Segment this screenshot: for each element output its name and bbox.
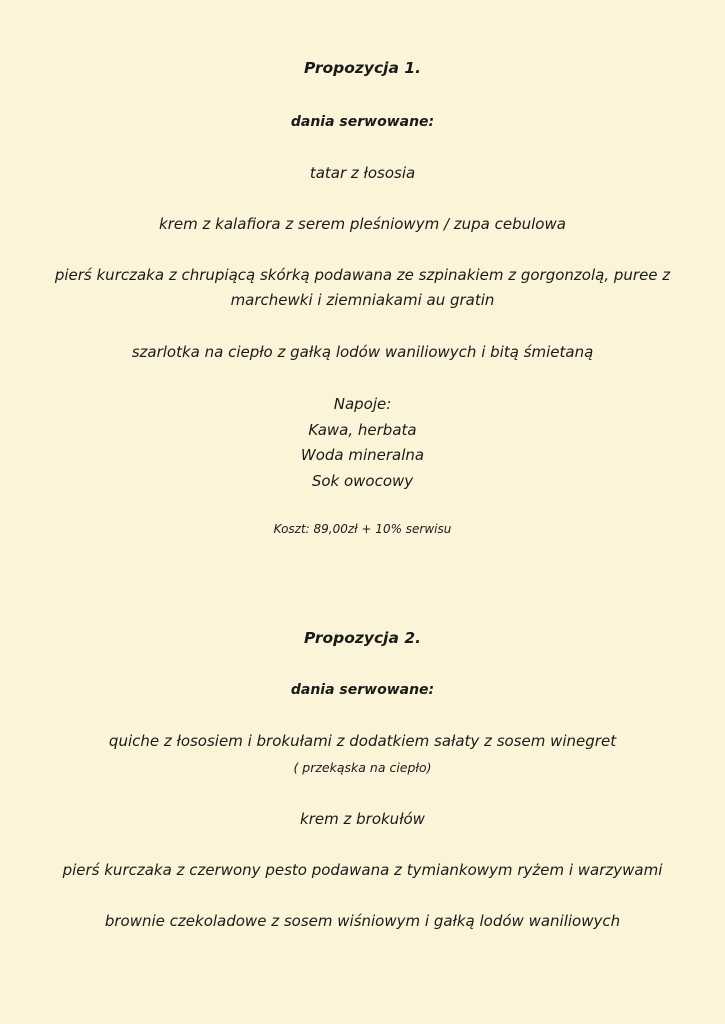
proposal-1-drink-1: Kawa, herbata — [308, 421, 417, 439]
proposal-1-dish-1: tatar z łososia — [309, 164, 416, 182]
proposal-1-subtitle: dania serwowane: — [290, 114, 435, 130]
proposal-1-title: Propozycja 1. — [303, 59, 422, 77]
proposal-1-dish-3: pierś kurczaka z chrupiącą skórką podawana ze szpinakiem z gorgonzolą, puree z — [54, 266, 671, 284]
proposal-1-drink-2: Woda mineralna — [300, 446, 425, 464]
proposal-1-dish-3-continued: marchewki i ziemniakami au gratin — [230, 291, 495, 309]
proposal-2-subtitle: dania serwowane: — [290, 682, 435, 698]
proposal-1-dish-4: szarlotka na ciepło z gałką lodów waniliowych i bitą śmietaną — [131, 343, 594, 361]
proposal-2-dish-1-note: ( przekąska na ciepło) — [293, 760, 432, 775]
proposal-1-dish-2: krem z kalafiora z serem pleśniowym / zupa cebulowa — [159, 215, 566, 233]
proposal-1-drinks-header: Napoje: — [333, 395, 392, 413]
proposal-1-cost: Koszt: 89,00zł + 10% serwisu — [273, 522, 452, 536]
proposal-2-dish-4: brownie czekoladowe z sosem wiśniowym i gałką lodów waniliowych — [104, 912, 621, 930]
proposal-2-dish-2: krem z brokułów — [300, 810, 425, 828]
proposal-1-drink-3: Sok owocowy — [311, 472, 414, 490]
proposal-2-dish-3: pierś kurczaka z czerwony pesto podawana z tymiankowym ryżem i warzywami — [62, 861, 663, 879]
proposal-2-title: Propozycja 2. — [303, 629, 422, 647]
proposal-2-dish-1: quiche z łososiem i brokułami z dodatkiem sałaty z sosem winegret — [108, 732, 617, 750]
